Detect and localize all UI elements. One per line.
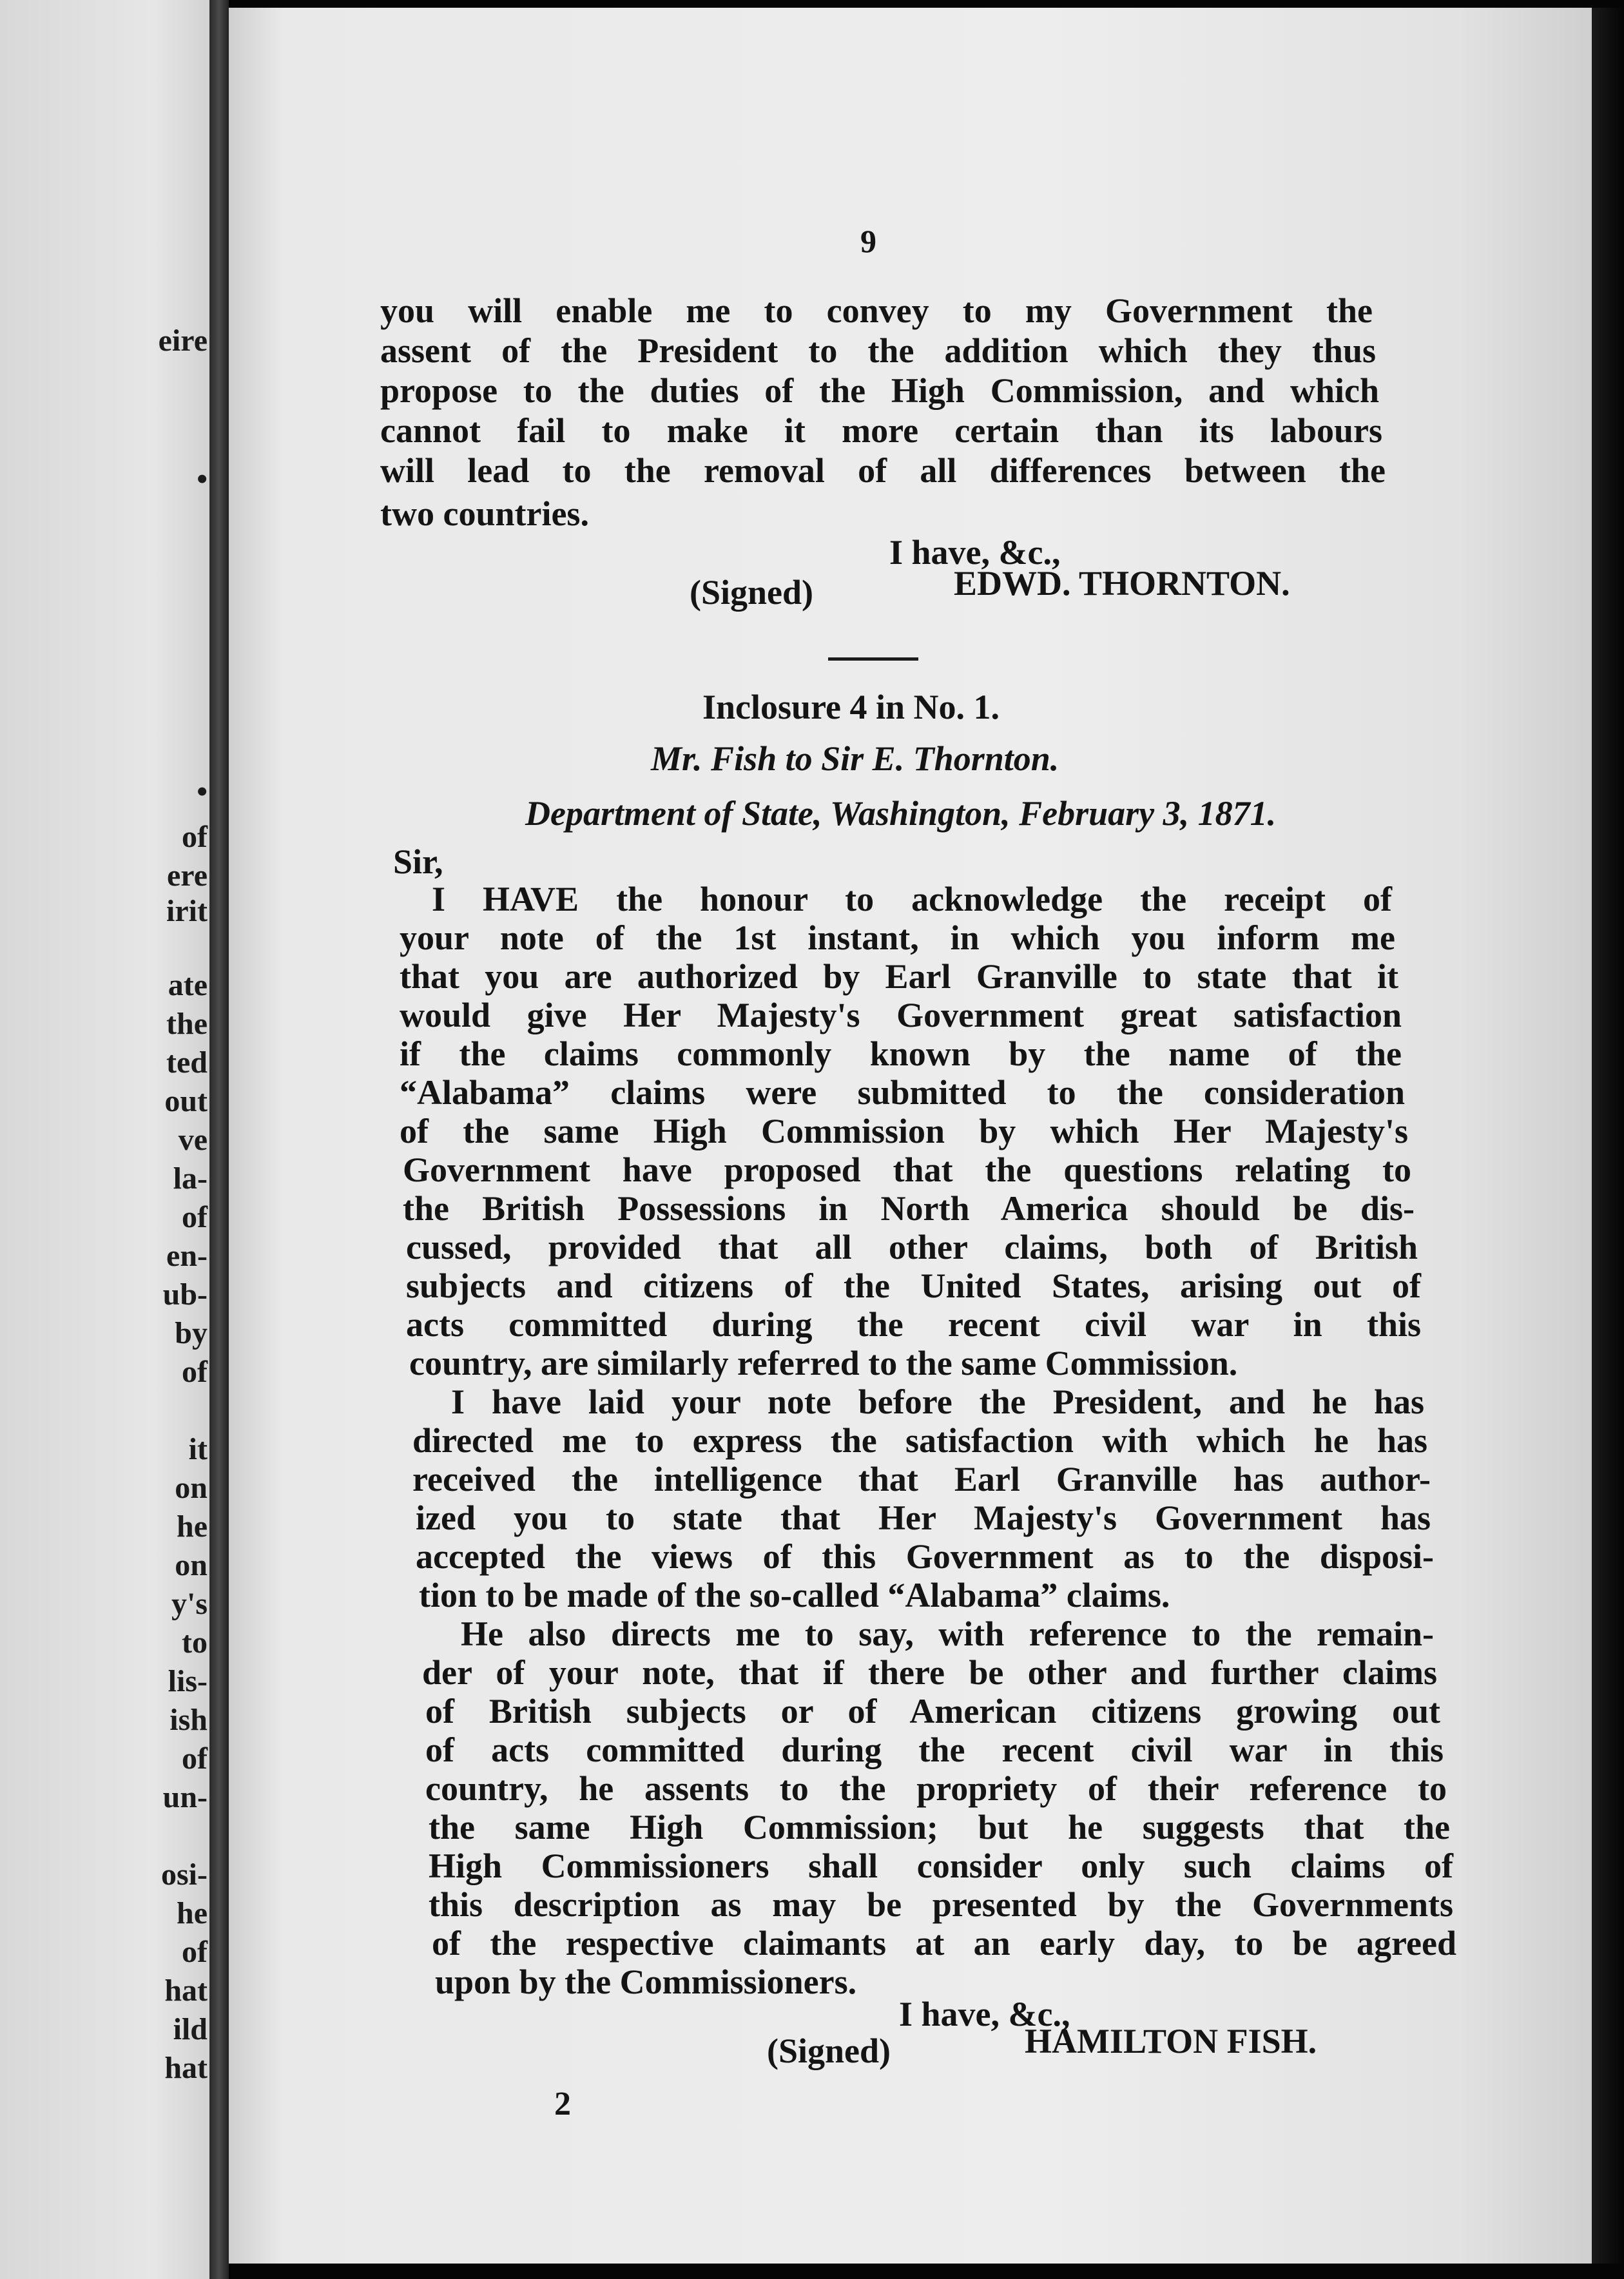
paragraph-line: if the claims commonly known by the name of the [400, 1034, 1402, 1073]
paragraph-line: I have laid your note before the President, and he has [451, 1382, 1424, 1421]
facing-page-fragment: of [182, 1741, 208, 1776]
closing-line: I have, &c., [899, 1995, 1070, 2033]
signed-label: (Signed) [690, 573, 814, 612]
paragraph-line: received the intelligence that Earl Granville has author- [412, 1460, 1431, 1498]
facing-page-edge [0, 0, 219, 2279]
paragraph-line: I HAVE the honour to acknowledge the receipt of [432, 880, 1392, 918]
facing-page-fragment: irit [166, 894, 208, 928]
dateline: Department of State, Washington, February 3, 1871. [525, 794, 1277, 833]
facing-page-fragment: un- [162, 1780, 208, 1814]
facing-page-fragment: ate [168, 968, 208, 1002]
paragraph-line: tion to be made of the so-called “Alabama” claims. [419, 1576, 1170, 1615]
paragraph-line: of the same High Commission by which Her Majesty's [400, 1112, 1408, 1150]
paragraph-line: acts committed during the recent civil war in this [406, 1305, 1421, 1344]
facing-page-fragment: he [177, 1509, 208, 1544]
text-line: will lead to the removal of all differences between the [380, 451, 1386, 490]
paragraph-line: subjects and citizens of the United States, arising out of [406, 1266, 1421, 1305]
signed-label: (Signed) [767, 2032, 891, 2070]
paragraph-line: High Commissioners shall consider only such claims of [429, 1847, 1453, 1885]
page-number: 9 [860, 223, 876, 259]
facing-page-fragment: ild [173, 2012, 208, 2046]
facing-page-fragment: to [182, 1625, 208, 1660]
letter-heading: Mr. Fish to Sir E. Thornton. [651, 739, 1059, 778]
paragraph-line: cussed, provided that all other claims, both of British [406, 1228, 1418, 1266]
paragraph-line: Government have proposed that the questions relating to [403, 1150, 1411, 1189]
facing-page-fragment: he [177, 1896, 208, 1930]
section-divider [828, 657, 918, 661]
facing-page-fragment: on [175, 1471, 208, 1505]
facing-page-fragment: la- [173, 1161, 208, 1196]
facing-page-fragment: of [182, 1200, 208, 1234]
facing-page-fragment: it [188, 1432, 208, 1466]
facing-page-fragment: of [182, 1355, 208, 1389]
paragraph-line: that you are authorized by Earl Granville to state that it [400, 957, 1398, 996]
paragraph-line: accepted the views of this Government as to the disposi- [416, 1537, 1434, 1576]
facing-page-fragment: hat [164, 1974, 208, 2008]
text-line: cannot fail to make it more certain than its labours [380, 411, 1382, 450]
facing-page-fragment: ub- [162, 1277, 208, 1312]
paragraph-line: would give Her Majesty's Government great satisfaction [400, 996, 1402, 1034]
paragraph-line: He also directs me to say, with reference to the remain- [461, 1615, 1434, 1653]
facing-page-fragment: • [197, 462, 208, 496]
paragraph-line: this description as may be presented by the Governments [429, 1885, 1453, 1924]
facing-page-fragment: ted [166, 1045, 208, 1080]
signature-mark: 2 [554, 2086, 571, 2122]
text-line: you will enable me to convey to my Government the [380, 291, 1373, 330]
facing-page-fragment: ish [169, 1703, 208, 1737]
paragraph-line: your note of the 1st instant, in which you inform me [400, 918, 1395, 957]
text-line: propose to the duties of the High Commission, and which [380, 371, 1379, 410]
closing-line: I have, &c., [889, 533, 1061, 572]
signatory-name: HAMILTON FISH. [1025, 2022, 1317, 2061]
facing-page-fragment: on [175, 1548, 208, 1582]
facing-page-fragment: lis- [168, 1664, 208, 1698]
paragraph-line: der of your note, that if there be other and further claims [422, 1653, 1437, 1692]
book-spine [209, 0, 229, 2279]
paragraph-line: country, he assents to the propriety of their reference to [425, 1769, 1447, 1808]
paragraph-line: country, are similarly referred to the same Commission. [409, 1344, 1238, 1382]
paragraph-line: the British Possessions in North America should be dis- [403, 1189, 1415, 1228]
facing-page-fragment: • [197, 775, 208, 809]
paragraph-line: directed me to express the satisfaction with which he has [412, 1421, 1427, 1460]
signatory-name: EDWD. THORNTON. [954, 564, 1290, 603]
facing-page-fragment: the [166, 1007, 208, 1041]
facing-page-fragment: y's [171, 1587, 208, 1621]
facing-page-fragment: out [164, 1084, 208, 1118]
page-edge-shadow [1592, 8, 1624, 2264]
paragraph-line: ized you to state that Her Majesty's Government has [416, 1498, 1431, 1537]
facing-page-fragment: ere [166, 858, 208, 893]
facing-page-fragment: ve [178, 1123, 208, 1157]
facing-page-fragment: of [182, 1935, 208, 1969]
facing-page-fragment: of [182, 820, 208, 854]
facing-page-fragment: eire [158, 324, 208, 358]
facing-page-fragment: hat [164, 2051, 208, 2085]
paragraph-line: the same High Commission; but he suggests that the [429, 1808, 1450, 1847]
facing-page-fragment: by [175, 1316, 208, 1350]
paragraph-line: upon by the Commissioners. [435, 1963, 857, 2001]
paragraph-line: of acts committed during the recent civil war in this [425, 1731, 1444, 1769]
text-line: two countries. [380, 494, 589, 533]
inclosure-heading: Inclosure 4 in No. 1. [702, 688, 1000, 726]
paragraph-line: of British subjects or of American citizens growing out [425, 1692, 1440, 1731]
paragraph-line: “Alabama” claims were submitted to the consideration [400, 1073, 1405, 1112]
paragraph-line: of the respective claimants at an early day, to be agreed [432, 1924, 1456, 1963]
facing-page-fragment: en- [166, 1239, 208, 1273]
facing-page-fragment: osi- [161, 1857, 208, 1892]
text-line: assent of the President to the addition which they thus [380, 331, 1376, 370]
salutation: Sir, [393, 842, 443, 881]
